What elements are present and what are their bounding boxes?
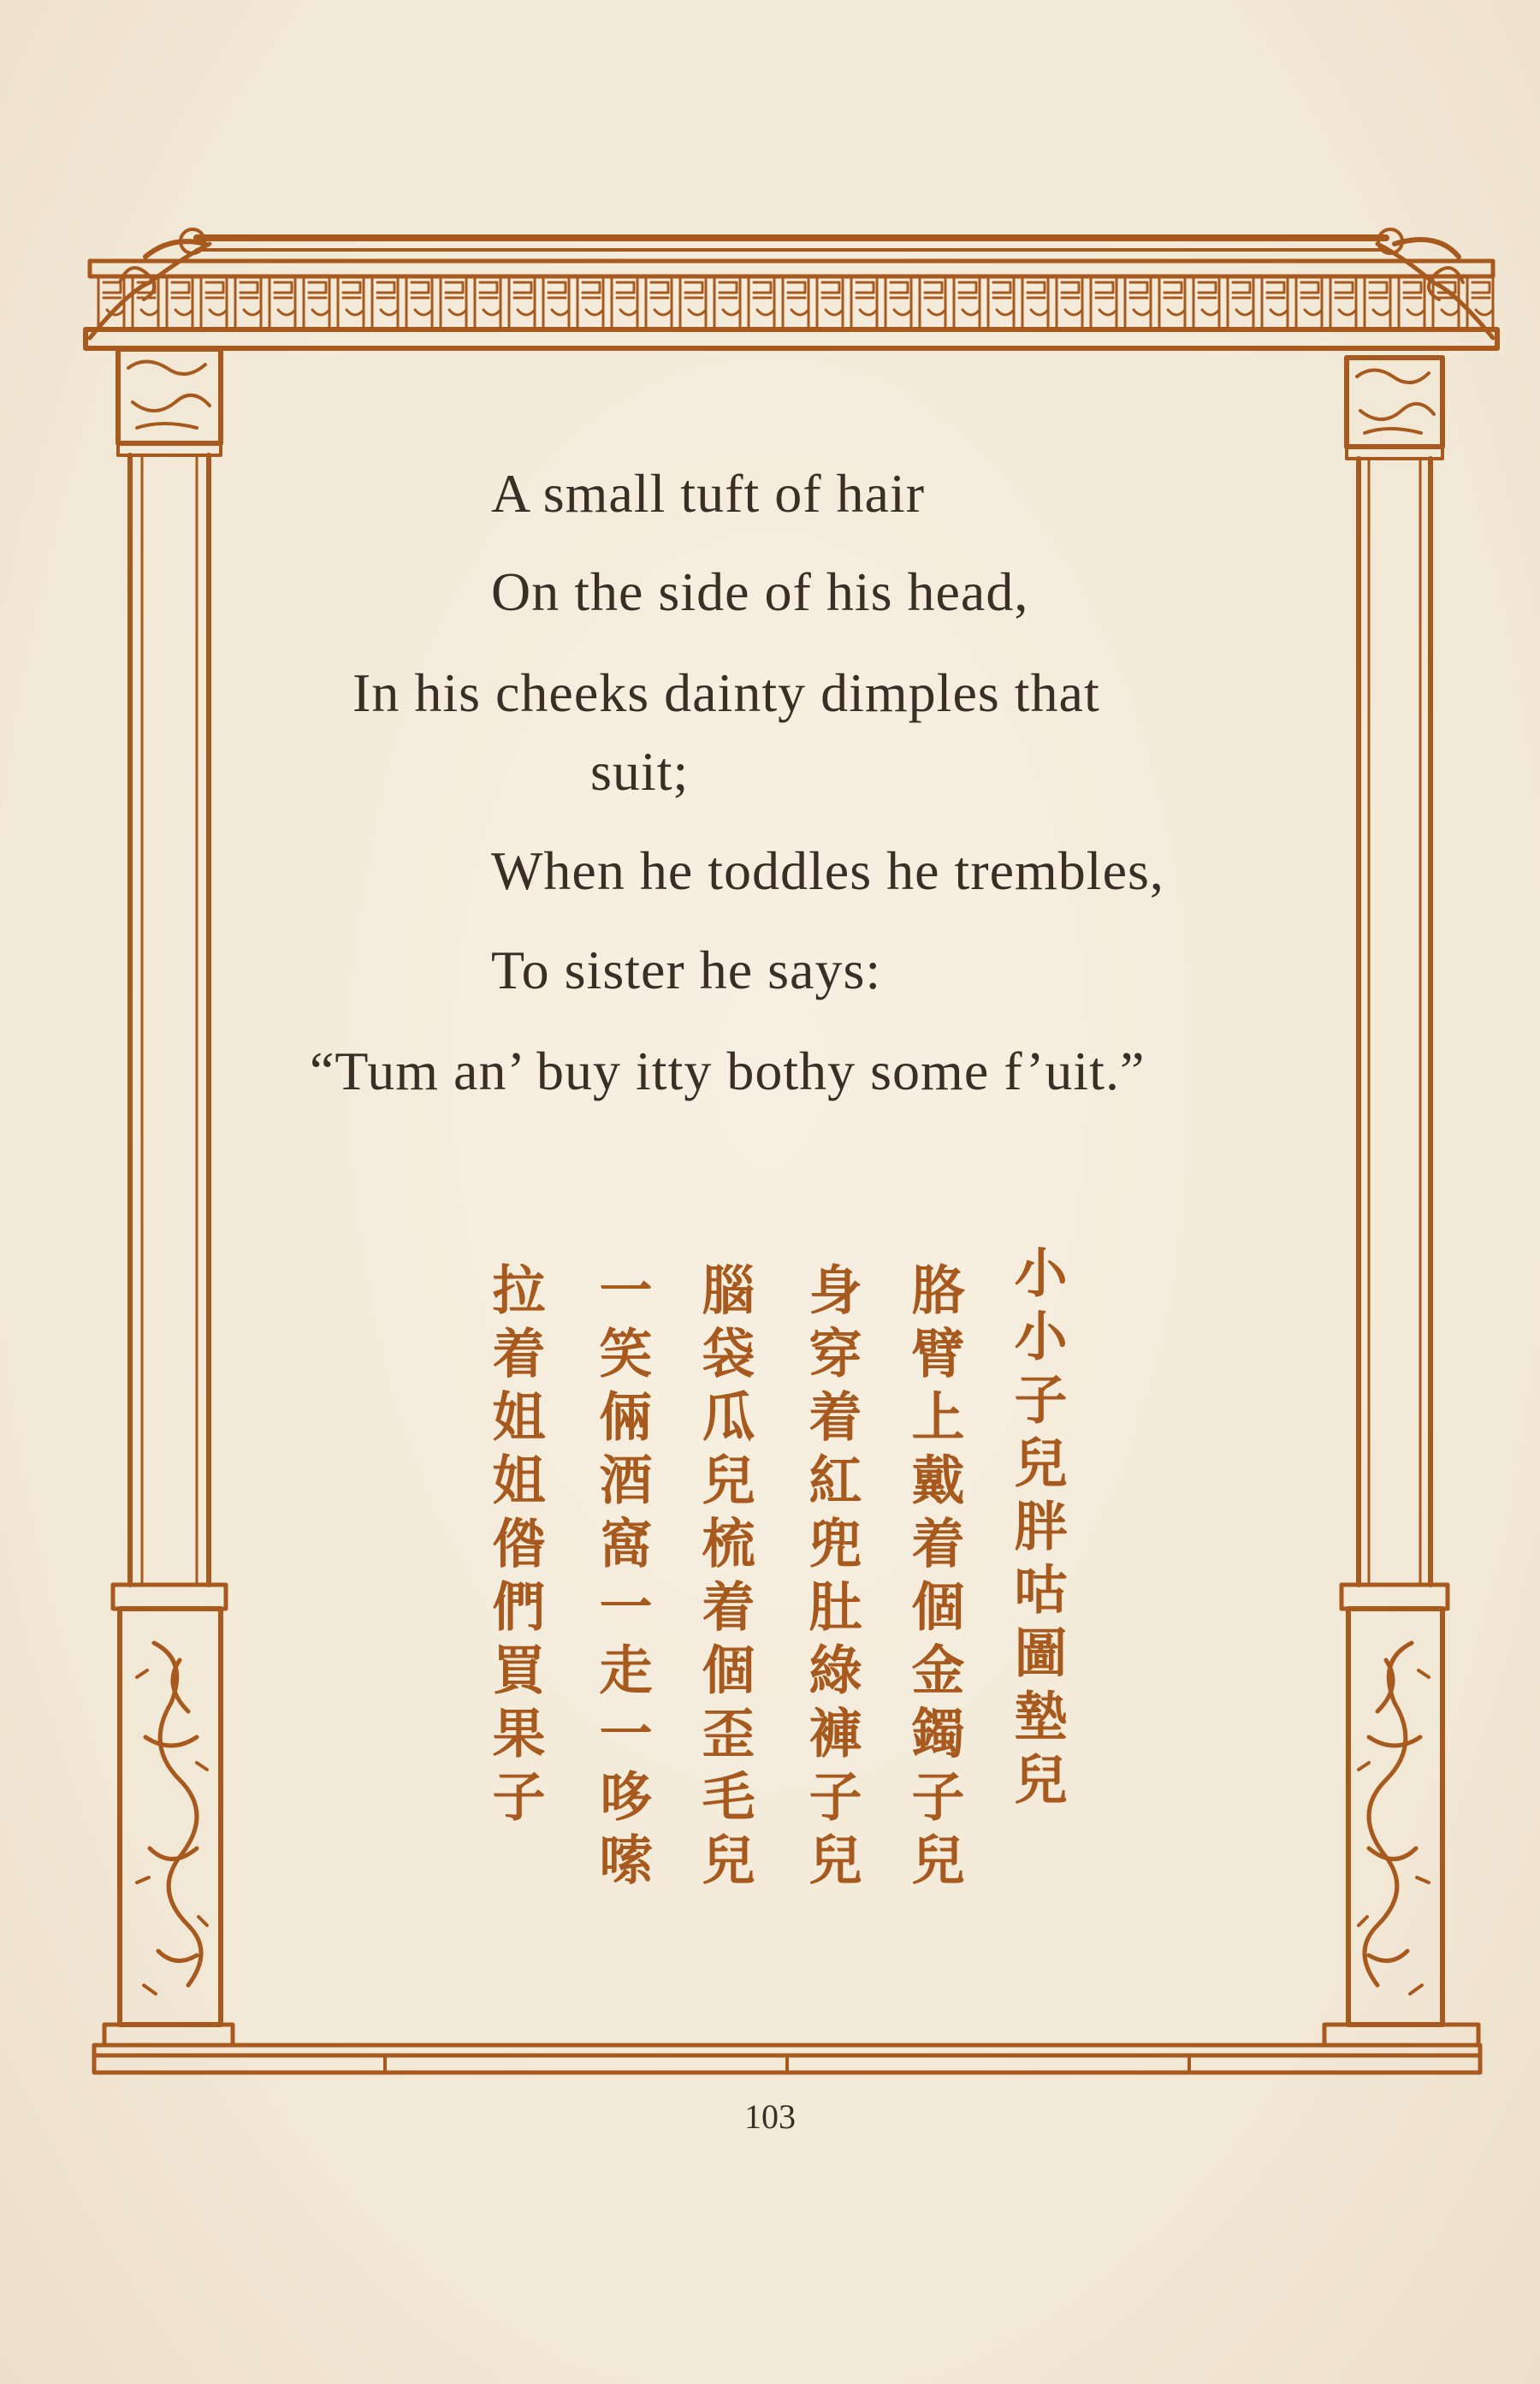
poem-line-5: To sister he says: [491, 940, 882, 1000]
poem-line-3-cont: suit; [590, 741, 690, 802]
poem-line-6: “Tum an’ buy itty bothy some f’uit.” [310, 1041, 1146, 1101]
chinese-column-6: 拉着姐姐偺們買果子 [483, 1262, 546, 1832]
poem-line-3: In his cheeks dainty dimples that [352, 662, 1100, 723]
chinese-column-3: 身穿着紅兜肚綠褲子兒 [800, 1262, 862, 1895]
poem-line-4: When he toddles he trembles, [491, 840, 1164, 901]
page-number: 103 [744, 2097, 796, 2136]
chinese-poem [462, 1245, 1095, 1913]
chinese-column-2: 胳臂上戴着個金鐲子兒 [903, 1262, 965, 1895]
base-ornament [94, 2045, 1480, 2073]
poem-line-1: A small tuft of hair [491, 463, 926, 524]
chinese-column-4: 腦袋瓜兒梳着個歪毛兒 [693, 1262, 755, 1895]
chinese-column-1: 小小子兒胖咕圖墊兒 [1005, 1245, 1068, 1815]
chinese-column-5: 一笑倆酒窩一走一哆嗦 [590, 1262, 653, 1895]
poem-line-2: On the side of his head, [491, 561, 1029, 622]
